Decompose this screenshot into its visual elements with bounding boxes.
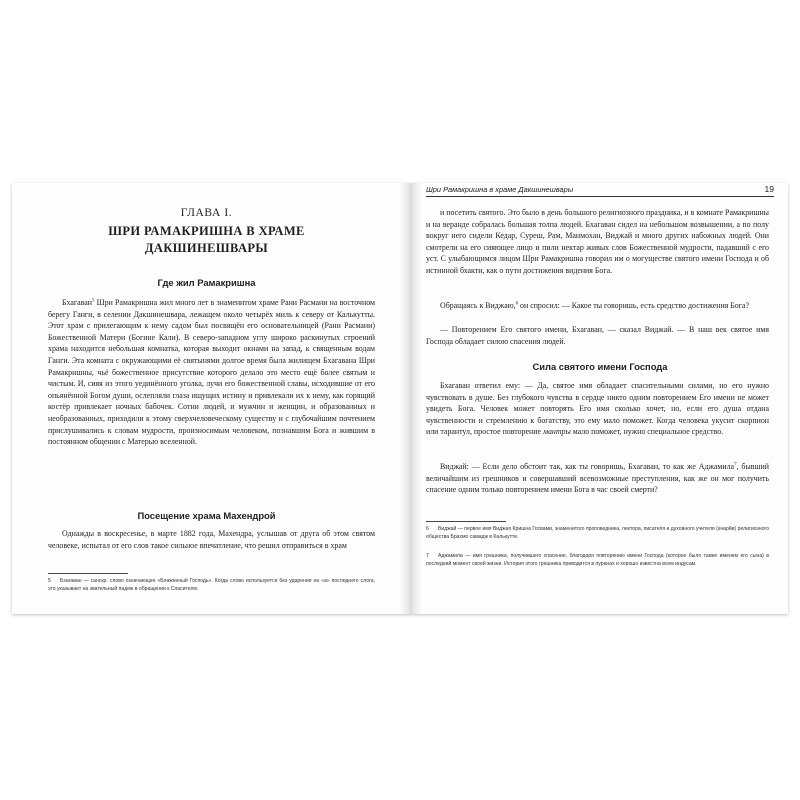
paragraph-question-vijay bbox=[426, 300, 769, 312]
footnote-7 bbox=[426, 553, 769, 568]
paragraph-mahendra-visit: Однажды в воскресенье, в марте 1882 года, Махендра, услышав от друга об этом святом человеке, испытал от его слов такое сильное впечатление, что решил отправиться в храм bbox=[48, 529, 375, 550]
footnote-number: 5 bbox=[48, 578, 51, 584]
paragraph-text: Бхагаван ответил ему: — Да, святое имя обладает спасительными силами, но его нужно чувствовать в душе. Без глубокого чувства в сердце никто одним повторением Его имени не может увидеть Бога. Человек может повторять Его имя сколько хочет, но, если его душа отдана чувственности и стремлению к богатству, это ему мало поможет. Когда человека укусит скорпион или тарантул, простое повторение bbox=[426, 381, 769, 437]
footnote-5 bbox=[48, 578, 375, 593]
footnote-ref-6: 6 bbox=[515, 301, 519, 307]
left-page bbox=[12, 183, 401, 614]
footnote-number: 7 bbox=[426, 553, 429, 559]
footnote-text: Виджай — первое имя Виджая Кришна Госвами, знаменитого проповедника, лектора, писателя и духовного учителя (ачарйи) религиозного общества Брахмо самадж в Калькутте. bbox=[426, 526, 769, 540]
book-spread bbox=[12, 183, 788, 614]
running-head-rule bbox=[426, 196, 774, 197]
chapter-title-line2: ДАКШИНЕШВАРЫ bbox=[144, 241, 269, 255]
paragraph-vijay-answer: — Повторением Его святого имени, Бхагаван, — сказал Виджай. — В наш век святое имя Господа обладает силою спасения людей. bbox=[426, 325, 769, 346]
paragraph-where-lived bbox=[48, 297, 375, 448]
emphasis-mantra: мантры bbox=[542, 427, 571, 437]
footnote-divider bbox=[426, 521, 506, 522]
paragraph-text: мало поможет, нужно специальное средство. bbox=[570, 427, 724, 437]
section-heading-where-lived: Где жил Рамакришна bbox=[157, 277, 256, 288]
section-heading-mahendra-visit: Посещение храма Махендрой bbox=[137, 510, 276, 521]
footnote-text: Бхагаван — санскр. слово означающее «Блаженный Господь». Когда слово используется без ударения на «а» последнего слога, это указывает на звательный падеж в обращении к Спасителю. bbox=[48, 578, 375, 592]
paragraph-text: Виджай: — Если дело обстоит так, как ты говоришь, Бхагаван, то как же Аджамила bbox=[440, 462, 735, 471]
chapter-title bbox=[12, 223, 401, 257]
footnote-6 bbox=[426, 526, 769, 541]
running-head: Шри Рамакришна в храме Дакшинешвары bbox=[426, 185, 574, 194]
paragraph-text: он спросил: — Какое ты говоришь, есть средство достижения Бога? bbox=[518, 301, 749, 310]
footnote-text: Аджамила — имя грешника, получившего спасение, благодаря повторению имени Господа (которое было также именем его сына) в последний момент своей жизни. История этого грешника приводится в пуранах и хорошо известна всем индусам. bbox=[426, 553, 769, 567]
section-heading-holy-name: Сила святого имени Господа bbox=[532, 361, 668, 372]
page-number: 19 bbox=[764, 184, 774, 194]
chapter-title-line1: ШРИ РАМАКРИШНА В ХРАМЕ bbox=[108, 224, 305, 238]
paragraph-bhagavan-reply bbox=[426, 380, 769, 438]
chapter-number: ГЛАВА I. bbox=[180, 207, 233, 219]
paragraph-text: Шри Рамакришна жил много лет в знаменитом храме Рани Расмани на восточном берегу Ганги, в селении Дакшинешвара, лежащем около четырёх миль к северу от Калькутты. Этот храм с прилегающим к нему садом был посвящён его основательницей (Рани Расмани) Божественной Матери (Богине Кали). В северо-западном углу широко раскинутых строений храма находится небольшая комнатка, которая выходит окнами на запад, к священным водам Ганги. Эта комната с окружающими её святынями долгое время была жилищем Бхагавана Шри Рамакришны, чьё божественное присутствие которого делало это место ещё более святым и чистым. И, сияя из этого уединённого уголка, лучи его божественной славы, исходившие от его опьянённой Богом души, ослепляли глаза ищущих истину и привлекали их к нему, как горящий костёр привлекает ночных бабочек. Сотни людей, и мужчин и женщин, и образованных и необразованных, приходили к этому сверхчеловеческому существу и с глубочайшим почтением прислушивались к словам мудрости, произносимым человеком, познавшим Бога и жившим в постоянном общении с Матерью вселенной. bbox=[48, 298, 375, 447]
paragraph-ajamila-question bbox=[426, 461, 769, 496]
footnote-number: 6 bbox=[426, 526, 429, 532]
paragraph-text: Обращаясь к Виджаю, bbox=[440, 301, 516, 310]
paragraph-text: , бывший величайшим из грешников и совершавший всевозможные преступления, как же он мог получить спасение одним только повторением имени Бога в час своей смерти? bbox=[426, 462, 769, 495]
footnote-divider bbox=[48, 573, 128, 574]
paragraph-text: Бхагаван bbox=[62, 298, 92, 307]
paragraph-visit-crowd: и посетить святого. Это было в день большого религиозного праздника, и в комнате Рамакришны и на веранде собралась большая толпа людей. Бхагаван сидел на небольшом возвышении, а по полу вокруг него сидели Кедар, Суреш, Рам, Манмохан, Виджай и много других набожных людей. Они смотрели на его сияющее лицо и пили нектар живых слов Божественной мудрости, падавший с его уст. С улыбающимся лицом Шри Рамакришна говорил им о могуществе святого имени Господа и об истинной бхакти, как о пути достижения видения Бога. bbox=[426, 208, 769, 275]
footnote-ref-5: 5 bbox=[91, 298, 95, 304]
right-page bbox=[412, 183, 788, 614]
footnote-ref-7: 7 bbox=[734, 462, 737, 468]
